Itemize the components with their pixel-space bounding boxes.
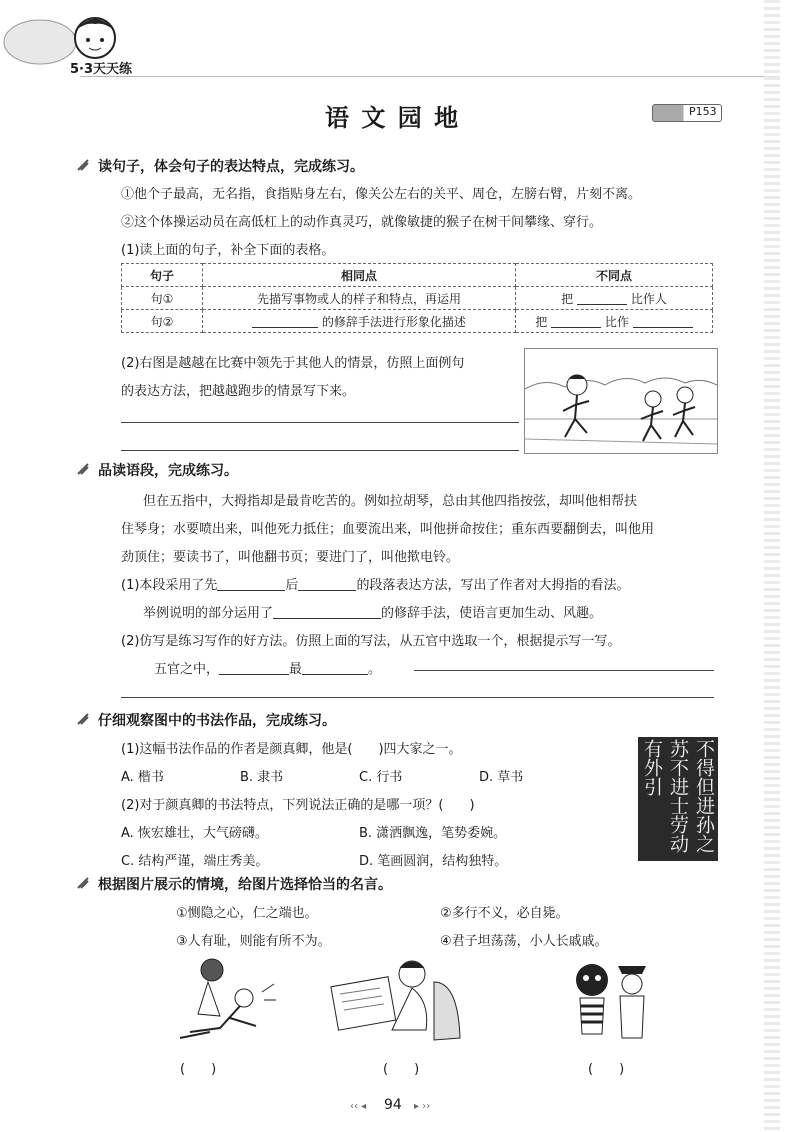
diff-pre-2: 把 bbox=[535, 314, 548, 329]
calligraphy-image bbox=[638, 737, 718, 861]
answer-paren-3[interactable]: ( ) bbox=[588, 1062, 625, 1077]
section-marker-4-icon bbox=[76, 876, 90, 890]
same-blank-2[interactable] bbox=[252, 315, 318, 328]
section-marker-1-icon bbox=[76, 158, 90, 172]
scene-image-3 bbox=[560, 952, 670, 1046]
q4-quote-2: ②多行不义，必自毙。 bbox=[440, 906, 569, 921]
diff-mid-1: 比作人 bbox=[630, 291, 667, 306]
q2-sub1-a: (1)本段采用了先 bbox=[121, 578, 218, 593]
q2-sub1-d: 举例说明的部分运用了 bbox=[143, 606, 274, 621]
q3-opt2-a[interactable]: A. 恢宏雄壮，大气磅礴。 bbox=[121, 826, 268, 841]
q2-answer-line-b[interactable] bbox=[121, 697, 714, 698]
diff-blank-2a[interactable] bbox=[551, 315, 601, 328]
q2-answer-line-a[interactable] bbox=[414, 670, 714, 671]
q4-quote-3: ③人有耻，则能有所不为。 bbox=[176, 934, 331, 949]
q1-heading: 读句子，体会句子的表达特点，完成练习。 bbox=[98, 159, 364, 175]
q2-prompt bbox=[154, 658, 381, 677]
q2-blank-5[interactable] bbox=[302, 661, 368, 675]
page-ref-badge bbox=[652, 104, 722, 122]
q2-sub1-c: 的段落表达方法，写出了作者对大拇指的看法。 bbox=[356, 578, 630, 593]
page-title: 语 文 园 地 bbox=[325, 104, 461, 132]
q2-heading: 品读语段，完成练习。 bbox=[98, 463, 238, 479]
q3-sub2: (2)对于颜真卿的书法特点，下列说法正确的是哪一项？( ) bbox=[121, 798, 475, 813]
q1-sub2-line2: 的表达方法，把越越跑步的情景写下来。 bbox=[121, 384, 356, 399]
table-header-diff: 不同点 bbox=[516, 264, 713, 287]
q2-sub2: (2)仿写是练习写作的好方法。仿照上面的写法，从五官中选取一个，根据提示写一写。 bbox=[121, 634, 621, 649]
answer-paren-2[interactable]: ( ) bbox=[383, 1062, 420, 1077]
table-header-same: 相同点 bbox=[203, 264, 516, 287]
q2-prompt-a: 五官之中， bbox=[154, 662, 220, 677]
answer-line-1[interactable] bbox=[121, 422, 519, 423]
brand-text: 5·3天天练 bbox=[70, 62, 133, 77]
table-row-2-diff bbox=[516, 310, 713, 333]
q2-sub1-line2 bbox=[143, 602, 602, 621]
q1-sentence-2: ②这个体操运动员在高低杠上的动作真灵巧，就像敏捷的猴子在树干间攀缘、穿行。 bbox=[121, 215, 603, 230]
scan-edge bbox=[764, 0, 780, 1132]
q1-table bbox=[121, 263, 713, 333]
answer-paren-1[interactable]: ( ) bbox=[180, 1062, 217, 1077]
scene-image-1 bbox=[150, 952, 280, 1046]
diff-blank-2b[interactable] bbox=[633, 315, 693, 328]
scene-image-2 bbox=[330, 952, 470, 1046]
calligraphy-text: 不得但进孙之苏不进士劳动有外引 bbox=[641, 739, 715, 853]
table-row-1-diff bbox=[516, 287, 713, 310]
q2-prompt-c: 。 bbox=[368, 662, 382, 677]
q4-quote-1: ①恻隐之心，仁之端也。 bbox=[176, 906, 318, 921]
q2-blank-3[interactable] bbox=[273, 605, 381, 619]
page-number: 94 bbox=[384, 1097, 402, 1113]
section-marker-2-icon bbox=[76, 462, 90, 476]
q2-blank-4[interactable] bbox=[219, 661, 289, 675]
q2-para-3: 劲顶住；要读书了，叫他翻书页；要进门了，叫他揿电铃。 bbox=[121, 550, 460, 565]
q1-sub1: (1)读上面的句子，补全下面的表格。 bbox=[121, 243, 335, 258]
table-row-1-same: 先描写事物或人的样子和特点，再运用 bbox=[203, 287, 516, 310]
q3-opt1-d[interactable]: D. 草书 bbox=[479, 770, 524, 785]
diff-blank-1[interactable] bbox=[577, 292, 627, 305]
q3-opt1-c[interactable]: C. 行书 bbox=[359, 770, 403, 785]
q3-heading: 仔细观察图中的书法作品，完成练习。 bbox=[98, 713, 336, 729]
same-suffix-2: 的修辞手法进行形象化描述 bbox=[321, 314, 466, 329]
footer-ornament-right: ▸ ›› bbox=[414, 1101, 431, 1112]
q4-heading: 根据图片展示的情境，给图片选择恰当的名言。 bbox=[98, 877, 392, 893]
q4-quote-4: ④君子坦荡荡，小人长戚戚。 bbox=[440, 934, 608, 949]
page-ref-label: P153 bbox=[689, 105, 717, 118]
q3-opt1-a[interactable]: A. 楷书 bbox=[121, 770, 164, 785]
q3-opt2-d[interactable]: D. 笔画圆润，结构独特。 bbox=[359, 854, 508, 869]
table-header-sentence: 句子 bbox=[122, 264, 203, 287]
q2-para-1: 但在五指中，大拇指却是最肯吃苦的。例如拉胡琴，总由其他四指按弦，却叫他相帮扶 bbox=[143, 494, 638, 509]
q1-sentence-1: ①他个子最高，无名指，食指贴身左右，像关公左右的关平、周仓，左膀右臂，片刻不离。 bbox=[121, 187, 642, 202]
q2-prompt-b: 最 bbox=[289, 662, 303, 677]
table-row-2-same bbox=[203, 310, 516, 333]
q1-sub2-line1: (2)右图是越越在比赛中领先于其他人的情景，仿照上面例句 bbox=[121, 356, 465, 371]
table-row-2-label: 句② bbox=[122, 310, 203, 333]
header-rule bbox=[80, 76, 780, 77]
q2-blank-1[interactable] bbox=[217, 577, 285, 591]
diff-pre-1: 把 bbox=[561, 291, 574, 306]
answer-line-2[interactable] bbox=[121, 450, 519, 451]
q2-sub1-b: 后 bbox=[285, 578, 299, 593]
q2-sub1-e: 的修辞手法，使语言更加生动、风趣。 bbox=[381, 606, 603, 621]
table-row-1-label: 句① bbox=[122, 287, 203, 310]
diff-mid-2: 比作 bbox=[604, 314, 629, 329]
q3-opt2-b[interactable]: B. 潇洒飘逸，笔势委婉。 bbox=[359, 826, 507, 841]
q3-opt2-c[interactable]: C. 结构严谨，端庄秀美。 bbox=[121, 854, 269, 869]
q2-blank-2[interactable] bbox=[298, 577, 356, 591]
q2-para-2: 住琴身；水要喷出来，叫他死力抵住；血要流出来，叫他拼命按住；重东西要翻倒去，叫他用 bbox=[121, 522, 655, 537]
section-marker-3-icon bbox=[76, 712, 90, 726]
q3-opt1-b[interactable]: B. 隶书 bbox=[240, 770, 284, 785]
q2-sub1-line1 bbox=[121, 574, 629, 593]
running-race-image bbox=[524, 348, 718, 454]
footer-ornament-left: ‹‹ ◂ bbox=[350, 1101, 367, 1112]
q3-sub1: (1)这幅书法作品的作者是颜真卿，他是( )四大家之一。 bbox=[121, 742, 462, 757]
